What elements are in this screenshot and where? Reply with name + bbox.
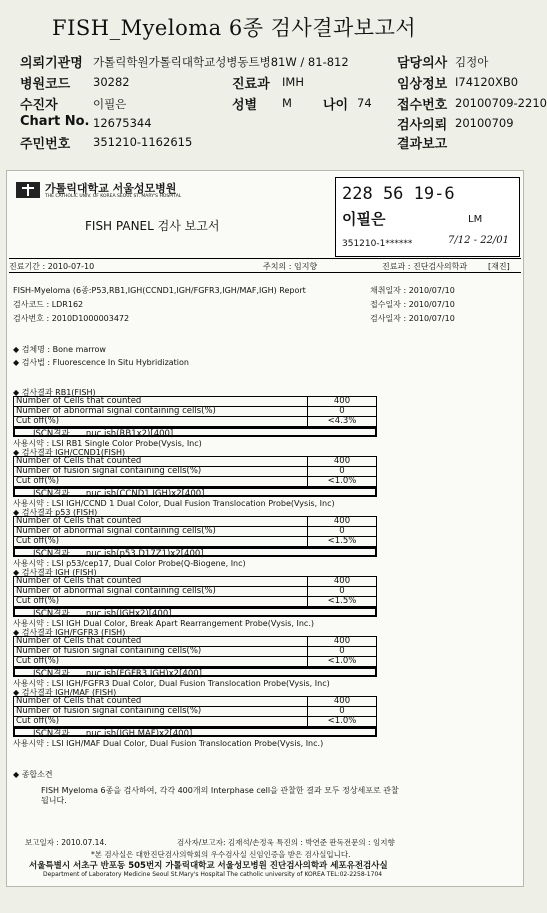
footer-cert: *본 검사실은 대한진단검사의학회의 우수검사실 신임인증을 받은 검사실입니다. [91, 850, 351, 859]
table-row [14, 467, 377, 477]
result-value-cell: 400 [308, 697, 377, 707]
attending-value: 김정아 [455, 55, 489, 69]
table-row [14, 597, 377, 607]
result-label-cell: Number of fusion signal containing cells(%) [14, 707, 308, 717]
table-row [14, 407, 377, 417]
table-row [14, 517, 377, 527]
rrn-value: 351210-1162615 [93, 135, 193, 149]
table-row [14, 637, 377, 647]
age-value: 74 [357, 96, 372, 110]
scanned-report [6, 170, 524, 887]
result-label-cell: Number of Cells that counted [14, 517, 308, 527]
summary-line-1: FISH Myeloma 6종을 검사하여, 각각 400개의 Interphase cell을 관찰한 결과 모두 정상세포로 관찰 [41, 786, 399, 795]
result-value-cell: 400 [308, 637, 377, 647]
attending-label: 담당의사 [397, 56, 448, 71]
result-label-cell: Number of Cells that counted [14, 697, 308, 707]
result-label-cell: Cut off(%) [14, 717, 308, 727]
chart-label: Chart No. [20, 114, 90, 129]
result-label-cell: Number of fusion signal containing cells(%) [14, 647, 308, 657]
result-value-cell: 400 [308, 577, 377, 587]
iscn-result: ISCN결과 nuc ish(IGH,MAF)x2[400] [13, 727, 377, 737]
request-org-value: 가톨릭학원가톨릭대학교성병동트병81W / 81-812 [93, 55, 349, 69]
section-title: ◆ 검사결과 IGH/FGFR3 (FISH) [13, 628, 126, 637]
chart-value: 12675344 [93, 116, 152, 130]
reagent: 사용시약 : LSI IGH/CCND 1 Dual Color, Dual Fusion Translocation Probe(Vysis, Inc) [13, 499, 335, 508]
summary-title: ◆ 종합소견 [13, 770, 53, 779]
table-row [14, 537, 377, 547]
result-value-cell: 0 [308, 527, 377, 537]
receipt-date: 접수일자 : 2010/07/10 [370, 300, 455, 309]
result-value-cell: 0 [308, 647, 377, 657]
request-org-label: 의뢰기관명 [20, 56, 83, 71]
test-no: 검사번호 : 2010D1000003472 [13, 314, 130, 323]
result-label-cell: Number of Cells that counted [14, 457, 308, 467]
result-value-cell: <1.0% [308, 477, 377, 487]
age-label: 나이 [323, 98, 349, 113]
collect-date: 채취일자 : 2010/07/10 [370, 286, 455, 295]
result-label-cell: Number of abnormal signal containing cells(%) [14, 527, 308, 537]
sex-value: M [282, 96, 292, 110]
dept-label: 진료과 [232, 77, 270, 92]
dept-value: IMH [282, 75, 304, 89]
table-row [14, 647, 377, 657]
clinical-value: I74120XB0 [455, 75, 519, 89]
report-date: 검사일자 : 2010/07/10 [370, 314, 455, 323]
result-value-cell: <1.5% [308, 537, 377, 547]
table-row [14, 587, 377, 597]
hospital-code-label: 병원코드 [20, 77, 71, 92]
patient-value: 이필은 [93, 97, 127, 111]
reagent: 사용시약 : LSI IGH/MAF Dual Color, Dual Fusion Translocation Probe(Vysis, Inc.) [13, 739, 324, 748]
hospital-sub: THE CATHOLIC UNIV. OF KOREA SEOUL ST. MARY'S HOSPITAL [45, 194, 182, 199]
table-row [14, 397, 377, 407]
hospital-logo-icon [15, 181, 41, 199]
result-value-cell: <1.0% [308, 717, 377, 727]
reagent: 사용시약 : LSI RB1 Single Color Probe(Vysis, Inc) [13, 439, 202, 448]
sex-label: 성별 [232, 98, 258, 113]
result-label-cell: Number of Cells that counted [14, 577, 308, 587]
result-label-cell: Number of fusion signal containing cells(%) [14, 467, 308, 477]
footer-english: Department of Laboratory Medicine Seoul St.Mary's Hospital The catholic university of KOREA TEL:02-2258-1704 [43, 871, 383, 878]
result-value-cell: 0 [308, 407, 377, 417]
table-row [14, 697, 377, 707]
stamp-number: 228 56 19-6 [342, 184, 455, 204]
result-label-cell: Cut off(%) [14, 537, 308, 547]
result-table [13, 636, 377, 667]
footer-staff: 검사자/보고자: 김재석/손정욱 특진의 : 박연준 판독전문의 : 임지향 [177, 838, 395, 847]
reagent: 사용시약 : LSI p53/cep17, Dual Color Probe(Q-Biogene, Inc) [13, 559, 246, 568]
patient-stamp [335, 177, 520, 257]
result-table [13, 456, 377, 487]
result-value-cell: 0 [308, 587, 377, 597]
rrn-label: 주민번호 [20, 137, 71, 152]
result-table [13, 396, 377, 427]
stamp-name: 이필은 [342, 210, 386, 228]
test-name: FISH-Myeloma (6종:P53,RB1,IGH(CCND1,IGH/FGFR3,IGH/MAF,IGH) Report [13, 286, 306, 295]
table-row [14, 527, 377, 537]
table-row [14, 657, 377, 667]
page-title: FISH_Myeloma 6종 검사결과보고서 [52, 16, 417, 40]
section-title: ◆ 검사결과 IGH/MAF (FISH) [13, 688, 117, 697]
table-row [14, 707, 377, 717]
stamp-code: LM [468, 214, 483, 225]
iscn-result: ISCN결과 nuc ish(RB1x2)[400] [13, 427, 377, 437]
receipt-value: 20100709-2210 [455, 96, 547, 110]
result-value-cell: 0 [308, 467, 377, 477]
clinical-label: 임상정보 [397, 77, 448, 92]
result-label: 결과보고 [397, 137, 448, 152]
request-date-label: 검사의뢰 [397, 118, 448, 133]
recheck-badge: [재진] [488, 262, 510, 271]
specimen: ◆ 검체명 : Bone marrow [13, 345, 106, 354]
footer-date: 보고일자 : 2010.07.14. [25, 838, 107, 847]
table-row [14, 717, 377, 727]
table-row [14, 417, 377, 427]
section-title: ◆ 검사결과 RB1(FISH) [13, 388, 96, 397]
footer-address: 서울특별시 서초구 반포동 505번지 가톨릭대학교 서울성모병원 진단검사의학과 세포유전검사실 [29, 861, 388, 871]
reagent: 사용시약 : LSI IGH Dual Color, Break Apart Rearrangement Probe(Vysis, Inc.) [13, 619, 314, 628]
iscn-result: ISCN결과 nuc ish(p53,D17Z1)x2[400] [13, 547, 377, 557]
result-label-cell: Number of abnormal signal containing cells(%) [14, 407, 308, 417]
result-label-cell: Cut off(%) [14, 417, 308, 427]
result-label-cell: Cut off(%) [14, 657, 308, 667]
result-label-cell: Number of Cells that counted [14, 397, 308, 407]
section-title: ◆ 검사결과 IGH/CCND1(FISH) [13, 448, 126, 457]
result-table [13, 696, 377, 727]
doctor: 주치의 : 임지향 [263, 262, 318, 271]
iscn-result: ISCN결과 nuc ish(IGHx2)[400] [13, 607, 377, 617]
table-row [14, 477, 377, 487]
result-value-cell: <1.0% [308, 657, 377, 667]
result-value-cell: 400 [308, 397, 377, 407]
summary-line-2: 됩니다. [41, 796, 67, 805]
dept: 진료과 : 진단검사의학과 [382, 262, 468, 271]
result-table [13, 576, 377, 607]
result-label-cell: Cut off(%) [14, 477, 308, 487]
table-row [14, 457, 377, 467]
result-label-cell: Number of abnormal signal containing cells(%) [14, 587, 308, 597]
iscn-result: ISCN결과 nuc ish(CCND1,IGH)x2[400] [13, 487, 377, 497]
request-date-value: 20100709 [455, 116, 514, 130]
panel-title: FISH PANEL 검사 보고서 [85, 219, 220, 233]
result-value-cell: 400 [308, 457, 377, 467]
hospital-code-value: 30282 [93, 75, 130, 89]
test-code: 검사코드 : LDR162 [13, 300, 84, 309]
result-value-cell: <1.5% [308, 597, 377, 607]
stamp-id: 351210-1****** [342, 239, 413, 249]
section-title: ◆ 검사결과 p53 (FISH) [13, 508, 98, 517]
result-value-cell: 0 [308, 707, 377, 717]
hospital-name: 가톨릭대학교 서울성모병원 [45, 182, 177, 195]
result-value-cell: <4.3% [308, 417, 377, 427]
result-value-cell: 400 [308, 517, 377, 527]
iscn-result: ISCN결과 nuc ish(FGFR3,IGH)x2[400] [13, 667, 377, 677]
receipt-label: 접수번호 [397, 98, 448, 113]
table-row [14, 577, 377, 587]
reagent: 사용시약 : LSI IGH/FGFR3 Dual Color, Dual Fusion Translocation Probe(Vysis, Inc) [13, 679, 330, 688]
result-label-cell: Number of Cells that counted [14, 637, 308, 647]
result-label-cell: Cut off(%) [14, 597, 308, 607]
stamp-signature: 7/12 - 22/01 [448, 235, 510, 246]
patient-label: 수진자 [20, 98, 58, 113]
method: ◆ 검사법 : Fluorescence In Situ Hybridization [13, 358, 189, 367]
section-title: ◆ 검사결과 IGH (FISH) [13, 568, 97, 577]
result-table [13, 516, 377, 547]
period: 진료기간 : 2010-07-10 [9, 262, 95, 271]
